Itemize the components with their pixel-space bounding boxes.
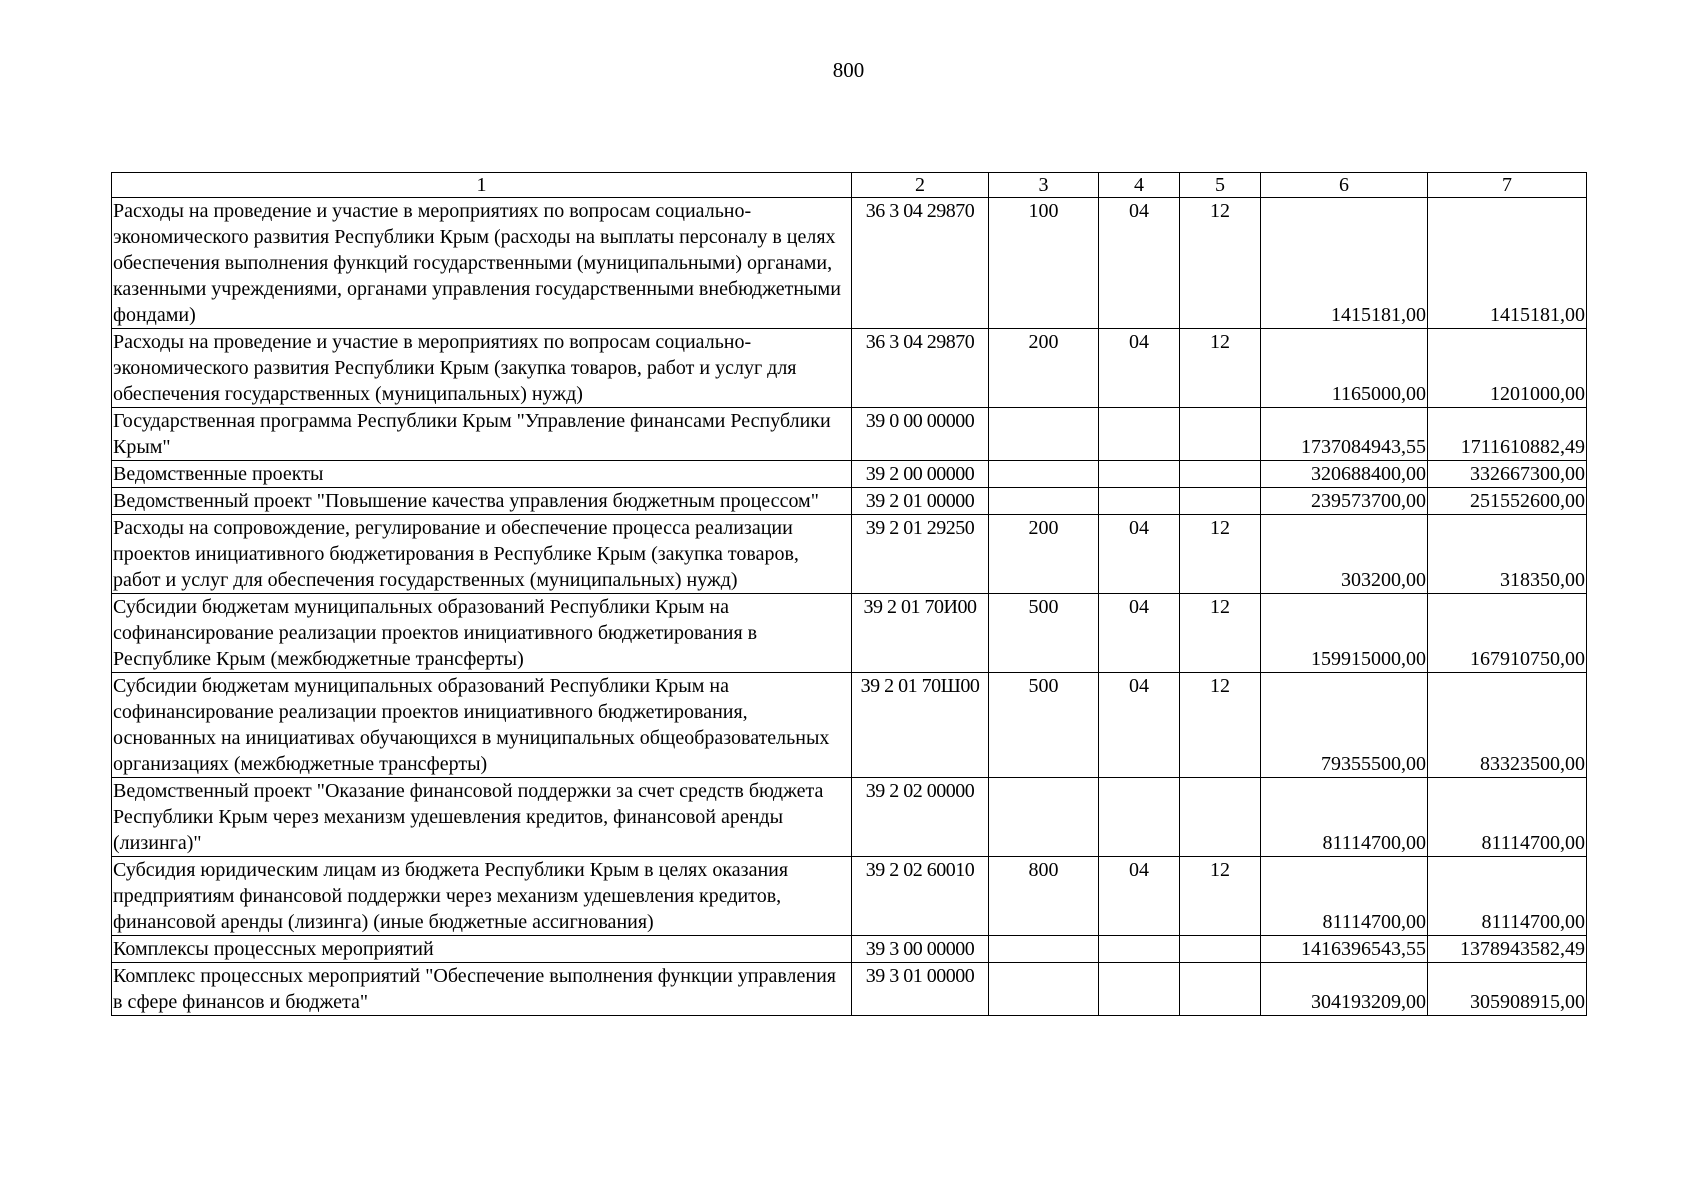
table-row — [112, 515, 1587, 594]
row-section — [1099, 778, 1180, 857]
row-amount-col7: 305908915,00 — [1428, 963, 1587, 1016]
table-row — [112, 857, 1587, 936]
row-target-article-code: 39 3 01 00000 — [852, 963, 989, 1016]
row-expense-type — [989, 936, 1099, 963]
row-section: 04 — [1099, 673, 1180, 778]
row-description: Субсидия юридическим лицам из бюджета Республики Крым в целях оказания предприятиям финансовой поддержки через механизм удешевления кредитов, финансовой аренды (лизинга) (иные бюджетные ассигнования) — [112, 857, 852, 936]
row-subsection — [1180, 936, 1261, 963]
row-description: Ведомственный проект "Оказание финансовой поддержки за счет средств бюджета Республики Крым через механизм удешевления кредитов, финансовой аренды (лизинга)" — [112, 778, 852, 857]
column-header-1: 1 — [112, 173, 852, 198]
row-section: 04 — [1099, 198, 1180, 329]
row-amount-col7: 1415181,00 — [1428, 198, 1587, 329]
row-target-article-code: 39 2 01 70И00 — [852, 594, 989, 673]
row-target-article-code: 39 3 00 00000 — [852, 936, 989, 963]
row-subsection: 12 — [1180, 857, 1261, 936]
row-section: 04 — [1099, 329, 1180, 408]
row-target-article-code: 39 2 02 60010 — [852, 857, 989, 936]
row-description: Расходы на проведение и участие в мероприятиях по вопросам социально-экономического развития Республики Крым (закупка товаров, работ и услуг для обеспечения государственных (муниципальных) нужд) — [112, 329, 852, 408]
row-subsection — [1180, 488, 1261, 515]
row-target-article-code: 39 0 00 00000 — [852, 408, 989, 461]
column-header-4: 4 — [1099, 173, 1180, 198]
row-amount-col7: 318350,00 — [1428, 515, 1587, 594]
row-subsection: 12 — [1180, 515, 1261, 594]
table-row — [112, 594, 1587, 673]
table-row — [112, 936, 1587, 963]
row-expense-type — [989, 488, 1099, 515]
row-amount-col7: 81114700,00 — [1428, 778, 1587, 857]
row-target-article-code: 39 2 01 00000 — [852, 488, 989, 515]
column-header-3: 3 — [989, 173, 1099, 198]
row-section — [1099, 408, 1180, 461]
row-subsection: 12 — [1180, 329, 1261, 408]
row-expense-type: 500 — [989, 594, 1099, 673]
row-amount-col7: 1378943582,49 — [1428, 936, 1587, 963]
row-expense-type: 200 — [989, 329, 1099, 408]
row-amount-col6: 304193209,00 — [1261, 963, 1428, 1016]
row-description: Комплекс процессных мероприятий "Обеспечение выполнения функции управления в сфере финансов и бюджета" — [112, 963, 852, 1016]
row-expense-type: 800 — [989, 857, 1099, 936]
row-description: Расходы на проведение и участие в мероприятиях по вопросам социально-экономического развития Республики Крым (расходы на выплаты персоналу в целях обеспечения выполнения функций государственными (муниципальными) органами, казенными учреждениями, органами управления государственными внебюджетными фондами) — [112, 198, 852, 329]
column-header-7: 7 — [1428, 173, 1587, 198]
row-amount-col6: 81114700,00 — [1261, 857, 1428, 936]
row-description: Расходы на сопровождение, регулирование и обеспечение процесса реализации проектов инициативного бюджетирования в Республике Крым (закупка товаров, работ и услуг для обеспечения государственных (муниципальных) нужд) — [112, 515, 852, 594]
row-description: Ведомственные проекты — [112, 461, 852, 488]
row-target-article-code: 39 2 00 00000 — [852, 461, 989, 488]
row-amount-col7: 1711610882,49 — [1428, 408, 1587, 461]
row-amount-col7: 332667300,00 — [1428, 461, 1587, 488]
row-subsection — [1180, 461, 1261, 488]
row-section: 04 — [1099, 515, 1180, 594]
row-target-article-code: 39 2 01 70Ш00 — [852, 673, 989, 778]
table-row — [112, 198, 1587, 329]
row-subsection — [1180, 778, 1261, 857]
row-target-article-code: 36 3 04 29870 — [852, 198, 989, 329]
row-expense-type — [989, 461, 1099, 488]
row-amount-col7: 81114700,00 — [1428, 857, 1587, 936]
row-section: 04 — [1099, 594, 1180, 673]
row-amount-col7: 83323500,00 — [1428, 673, 1587, 778]
row-amount-col6: 320688400,00 — [1261, 461, 1428, 488]
row-amount-col6: 1737084943,55 — [1261, 408, 1428, 461]
row-subsection — [1180, 408, 1261, 461]
row-expense-type — [989, 963, 1099, 1016]
table-row — [112, 673, 1587, 778]
row-expense-type: 100 — [989, 198, 1099, 329]
row-section: 04 — [1099, 857, 1180, 936]
row-amount-col6: 79355500,00 — [1261, 673, 1428, 778]
table-row — [112, 963, 1587, 1016]
page-number: 800 — [832, 58, 865, 82]
row-description: Ведомственный проект "Повышение качества управления бюджетным процессом" — [112, 488, 852, 515]
table-row — [112, 461, 1587, 488]
row-section — [1099, 488, 1180, 515]
row-subsection — [1180, 963, 1261, 1016]
column-header-row — [112, 173, 1587, 198]
row-target-article-code: 39 2 01 29250 — [852, 515, 989, 594]
row-amount-col7: 1201000,00 — [1428, 329, 1587, 408]
row-amount-col6: 303200,00 — [1261, 515, 1428, 594]
row-amount-col7: 167910750,00 — [1428, 594, 1587, 673]
column-header-5: 5 — [1180, 173, 1261, 198]
row-amount-col6: 81114700,00 — [1261, 778, 1428, 857]
column-header-6: 6 — [1261, 173, 1428, 198]
row-expense-type: 200 — [989, 515, 1099, 594]
row-target-article-code: 39 2 02 00000 — [852, 778, 989, 857]
row-description: Комплексы процессных мероприятий — [112, 936, 852, 963]
table-row — [112, 408, 1587, 461]
table-row — [112, 329, 1587, 408]
row-section — [1099, 936, 1180, 963]
row-expense-type — [989, 408, 1099, 461]
table-row — [112, 778, 1587, 857]
row-description: Государственная программа Республики Крым "Управление финансами Республики Крым" — [112, 408, 852, 461]
row-amount-col6: 159915000,00 — [1261, 594, 1428, 673]
column-header-2: 2 — [852, 173, 989, 198]
row-subsection: 12 — [1180, 594, 1261, 673]
row-amount-col6: 1165000,00 — [1261, 329, 1428, 408]
row-target-article-code: 36 3 04 29870 — [852, 329, 989, 408]
budget-table — [111, 172, 1587, 1016]
row-subsection: 12 — [1180, 673, 1261, 778]
row-expense-type — [989, 778, 1099, 857]
row-section — [1099, 963, 1180, 1016]
row-section — [1099, 461, 1180, 488]
row-amount-col6: 1415181,00 — [1261, 198, 1428, 329]
row-description: Субсидии бюджетам муниципальных образований Республики Крым на софинансирование реализации проектов инициативного бюджетирования в Республике Крым (межбюджетные трансферты) — [112, 594, 852, 673]
row-amount-col6: 1416396543,55 — [1261, 936, 1428, 963]
table-row — [112, 488, 1587, 515]
row-amount-col7: 251552600,00 — [1428, 488, 1587, 515]
row-amount-col6: 239573700,00 — [1261, 488, 1428, 515]
row-expense-type: 500 — [989, 673, 1099, 778]
row-description: Субсидии бюджетам муниципальных образований Республики Крым на софинансирование реализации проектов инициативного бюджетирования, основанных на инициативах обучающихся в муниципальных общеобразовательных организациях (межбюджетные трансферты) — [112, 673, 852, 778]
row-subsection: 12 — [1180, 198, 1261, 329]
